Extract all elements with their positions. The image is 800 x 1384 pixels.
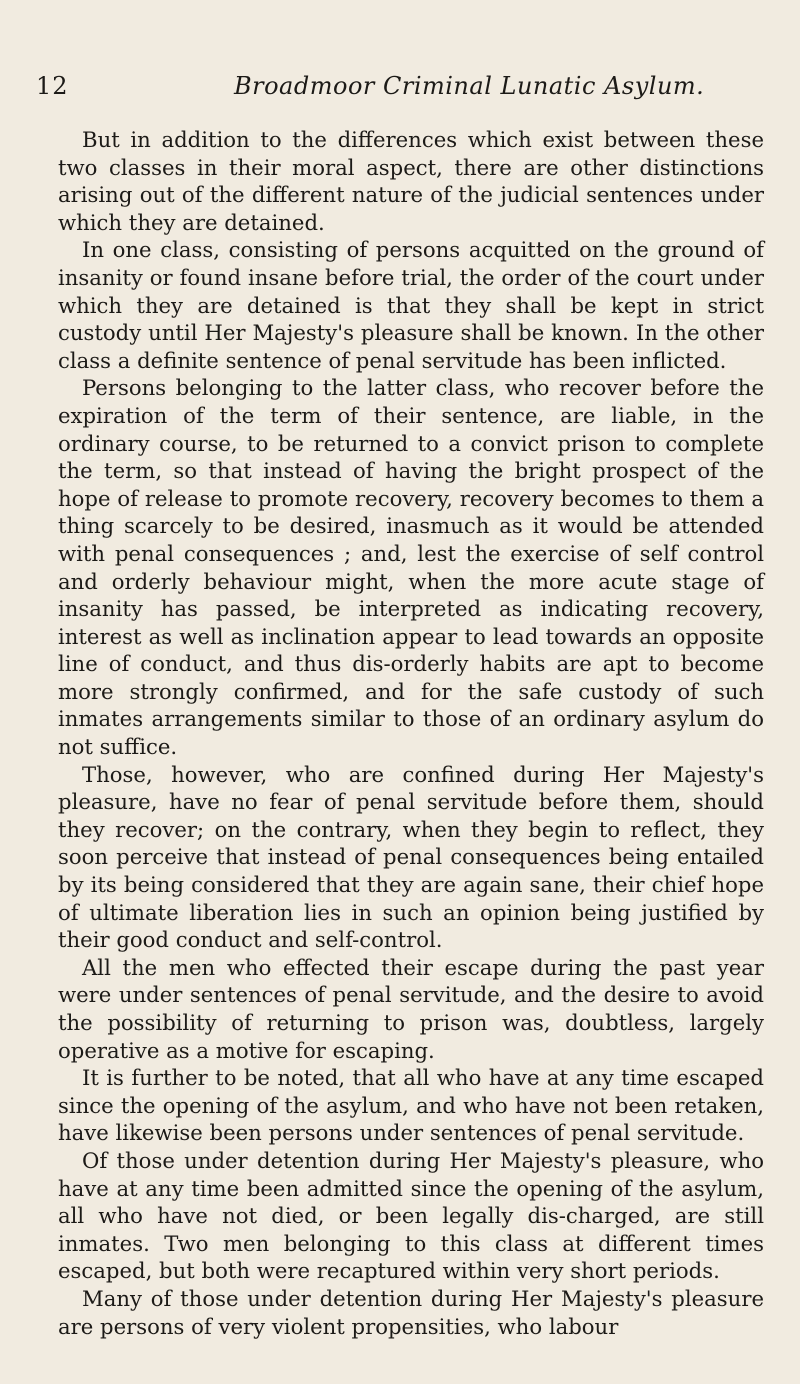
paragraph-classes-distinctions: But in addition to the differences which exist between these two classes in their moral aspect, there are other distinctions arising out of the different nature of the judicial sentences under which they are detained. <box>58 127 764 235</box>
page-number: 12 <box>36 72 69 100</box>
paragraph-latter-class: Persons belonging to the latter class, who recover before the expiration of the term of their sentence, are liable, in the ordinary course, to be returned to a convict prison to complete the term, so that instead of having the bright prospect of the hope of release to promote recovery, recovery becomes to them a thing scarcely to be desired, inasmuch as it would be attended with penal consequences ; and, lest the exercise of self control and orderly behaviour might, when the more acute stage of insanity has passed, be interpreted as indicating recovery, interest as well as inclination appear to lead towards an opposite line of conduct, and thus dis-orderly habits are apt to become more strongly confirmed, and for the safe custody of such inmates arrangements similar to those of an ordinary asylum do not suffice. <box>58 375 764 760</box>
body-text <box>58 126 764 1340</box>
paragraph-still-inmates: Of those under detention during Her Majesty's pleasure, who have at any time been admitted since the opening of the asylum, all who have not died, or been legally dis-charged, are still inmates. Two men belonging to this class at different times escaped, but both were recaptured within very short periods. <box>58 1147 764 1284</box>
paragraph-violent-propensities: Many of those under detention during Her Majesty's pleasure are persons of very violent propensities, who labour <box>58 1285 764 1339</box>
paragraph-not-retaken: It is further to be noted, that all who have at any time escaped since the opening of the asylum, and who have not been retaken, have likewise been persons under sentences of penal servitude. <box>58 1065 764 1146</box>
paragraph-escapes-past-year: All the men who effected their escape during the past year were under sentences of penal servitude, and the desire to avoid the possibility of returning to prison was, doubtless, largely operative as a motive for escaping. <box>58 954 764 1063</box>
running-head <box>36 72 764 108</box>
paragraph-court-order: In one class, consisting of persons acquitted on the ground of insanity or found insane before trial, the order of the court under which they are detained is that they shall be kept in strict custody until Her Majesty's pleasure shall be known. In the other class a definite sentence of penal servitude has been inflicted. <box>58 237 764 373</box>
paragraph-majestys-pleasure: Those, however, who are confined during Her Majesty's pleasure, have no fear of penal servitude before them, should they recover; on the contrary, when they begin to reflect, they soon perceive that instead of penal consequences being entailed by its being considered that they are again sane, their chief hope of ultimate liberation lies in such an opinion being justified by their good conduct and self-control. <box>58 761 764 953</box>
running-title: Broadmoor Criminal Lunatic Asylum. <box>234 72 705 100</box>
